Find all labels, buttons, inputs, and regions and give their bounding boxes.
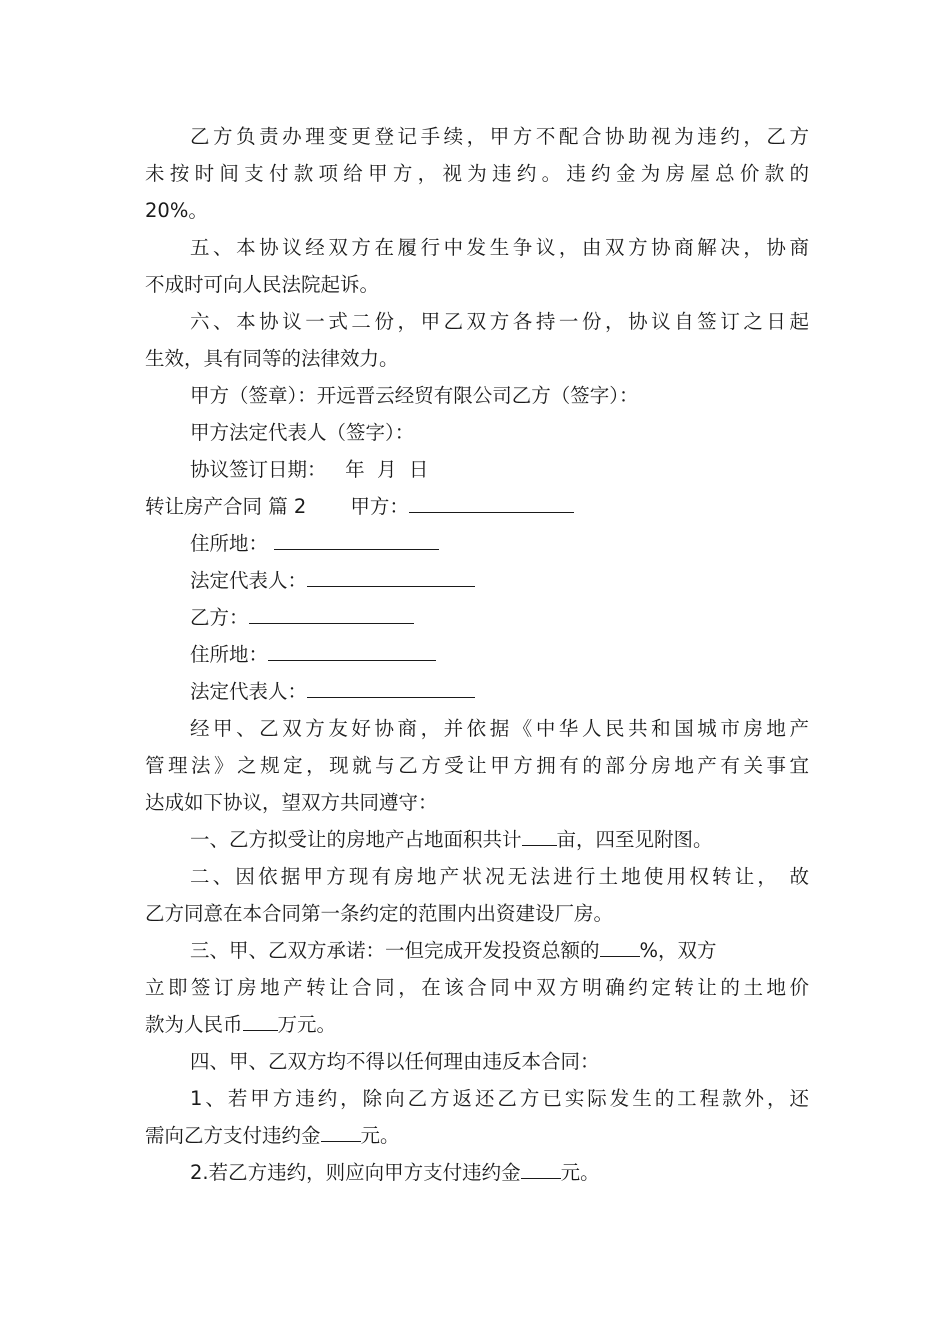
signature-line: 甲方法定代表人（签字）：: [190, 421, 415, 444]
field-blank: [268, 638, 436, 661]
area-blank: [522, 823, 557, 846]
paragraph-line: 管理法》之规定，现就与乙方受让甲方拥有的部分房地产有关事宜: [145, 754, 809, 777]
clause-text: 三、甲、乙双方承诺：一但完成开发投资总额的: [190, 939, 600, 962]
paragraph-line: 20%。: [145, 199, 208, 222]
field-label: 住所地：: [190, 532, 269, 555]
field-label: 住所地：: [190, 643, 269, 666]
paragraph-line: 乙方负责办理变更登记手续，甲方不配合协助视为违约，乙方: [190, 125, 809, 148]
section-heading-line: [145, 488, 809, 525]
clause-text: %，双方: [639, 939, 717, 962]
signature-line: 甲方（签章）：开远晋云经贸有限公司乙方（签字）：: [190, 384, 639, 407]
form-line: [145, 636, 809, 673]
field-blank: [249, 601, 414, 624]
field-label: 乙方：: [190, 606, 249, 629]
form-line: [145, 525, 809, 562]
clause-line: [145, 1006, 809, 1043]
field-blank: [307, 675, 475, 698]
field-label: 法定代表人：: [190, 680, 308, 703]
paragraph-line: 二、因依据甲方现有房地产状况无法进行土地使用权转让， 故: [190, 865, 809, 888]
paragraph-line: 达成如下协议，望双方共同遵守：: [145, 791, 438, 814]
form-line: [145, 562, 809, 599]
form-line: [145, 599, 809, 636]
paragraph-line: 立即签订房地产转让合同，在该合同中双方明确约定转让的土地价: [145, 976, 809, 999]
form-line: [145, 673, 809, 710]
clause-line: [145, 821, 809, 858]
paragraph-line: 不成时可向人民法院起诉。: [145, 273, 380, 296]
clause-text: 一、乙方拟受让的房地产占地面积共计: [190, 828, 522, 851]
field-label: 法定代表人：: [190, 569, 308, 592]
amount-blank: [243, 1008, 278, 1031]
paragraph-line: 四、甲、乙双方均不得以任何理由违反本合同：: [190, 1050, 600, 1073]
clause-text: 元。: [560, 1161, 600, 1184]
clause-text: 款为人民币: [145, 1013, 243, 1036]
paragraph-line: 未按时间支付款项给甲方，视为违约。违约金为房屋总价款的: [145, 162, 809, 185]
date-line: 协议签订日期： 年 月 日: [190, 458, 429, 481]
party-a-label: 甲方：: [350, 495, 409, 518]
clause-text: 2.若乙方违约，则应向甲方支付违约金: [190, 1161, 521, 1184]
clause-text: 需向乙方支付违约金: [145, 1124, 321, 1147]
contract-body: [145, 118, 809, 1191]
party-a-blank: [409, 490, 574, 513]
percent-blank: [600, 934, 640, 957]
paragraph-line: 生效，具有同等的法律效力。: [145, 347, 399, 370]
paragraph-line: 乙方同意在本合同第一条约定的范围内出资建设厂房。: [145, 902, 614, 925]
paragraph-line: 六、本协议一式二份，甲乙双方各持一份，协议自签订之日起: [190, 310, 809, 333]
paragraph-line: 五、本协议经双方在履行中发生争议，由双方协商解决，协商: [190, 236, 809, 259]
clause-text: 万元。: [277, 1013, 337, 1036]
penalty-blank: [321, 1119, 361, 1142]
clause-line: [145, 1154, 809, 1191]
clause-line: [145, 932, 809, 969]
field-blank: [307, 564, 475, 587]
field-blank: [274, 527, 439, 550]
clause-text: 元。: [360, 1124, 400, 1147]
clause-text: 亩，四至见附图。: [556, 828, 713, 851]
paragraph-line: 1、若甲方违约，除向乙方返还乙方已实际发生的工程款外，还: [190, 1087, 809, 1110]
section-heading: 转让房产合同 篇 2: [145, 495, 307, 518]
clause-line: [145, 1117, 809, 1154]
penalty-blank: [521, 1156, 561, 1179]
paragraph-line: 经甲、乙双方友好协商，并依据《中华人民共和国城市房地产: [190, 717, 809, 740]
